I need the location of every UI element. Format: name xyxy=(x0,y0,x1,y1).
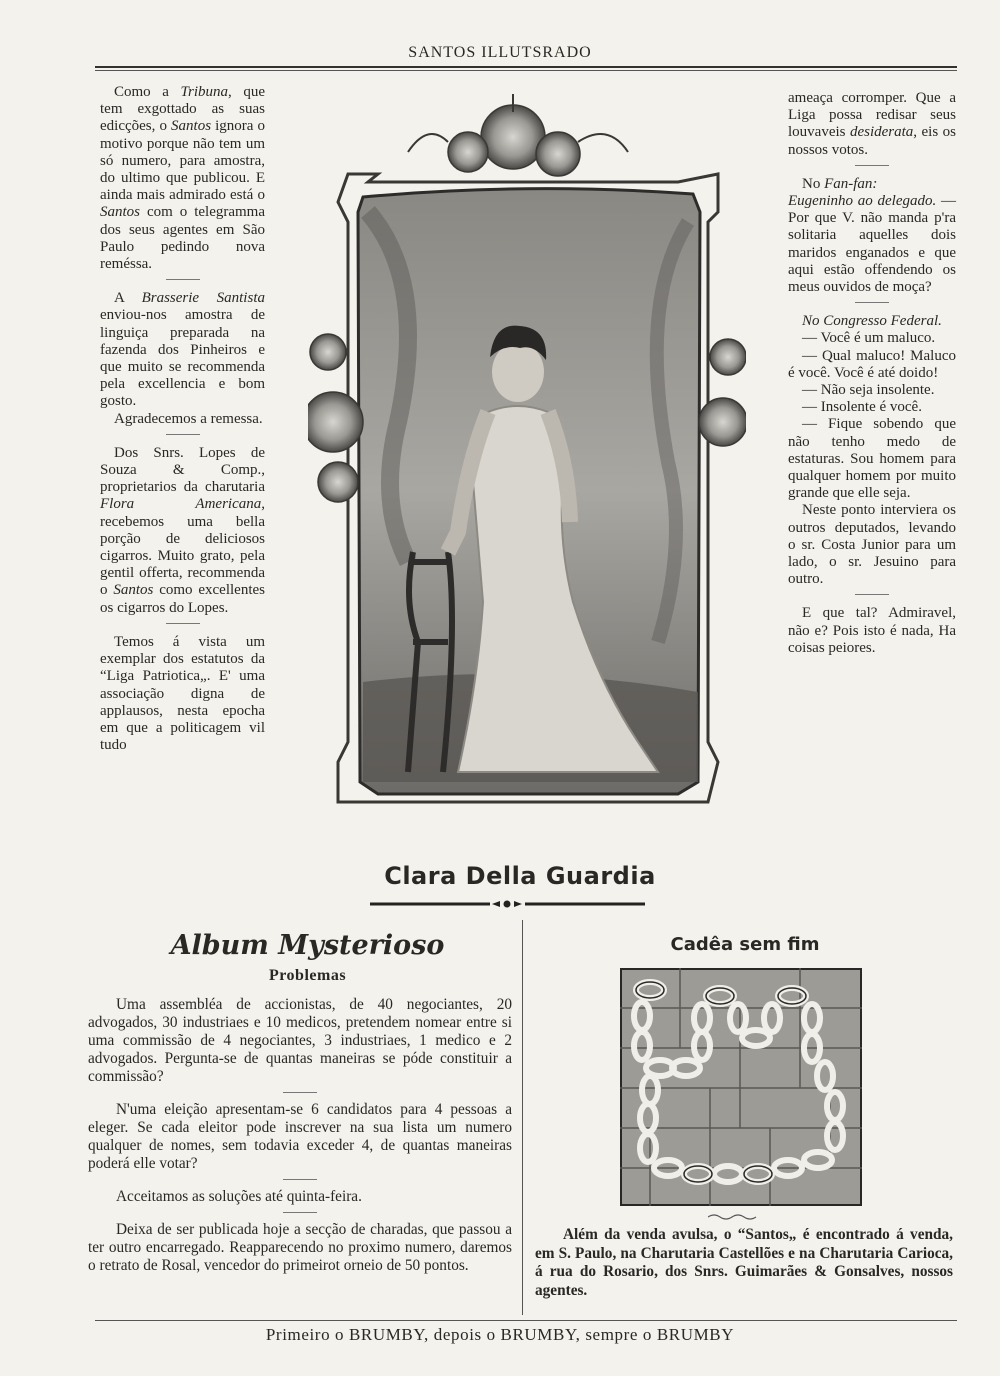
separator xyxy=(283,1092,317,1093)
left-paragraph-brasserie: A Brasserie Santista enviou-nos amostra de linguiça preparada na fazenda dos Pinheiros e que muito se recommenda pela excellencia e bom gosto. xyxy=(100,290,265,410)
header-rule xyxy=(95,66,957,68)
page-header: SANTOS ILLUTSRADO xyxy=(408,44,592,61)
caption-ornament xyxy=(370,900,645,908)
left-column xyxy=(100,84,265,754)
column-divider xyxy=(522,920,523,1315)
solutions-note: Acceitamos as soluções até quinta-feira. xyxy=(116,1188,362,1205)
footer-rule xyxy=(95,1320,957,1321)
separator xyxy=(855,594,889,595)
album-title: Album Mysterioso xyxy=(170,930,445,961)
separator xyxy=(166,434,200,435)
chain-puzzle-image xyxy=(620,968,862,1206)
right-column xyxy=(788,90,956,657)
left-paragraph-liga: Temos á vista um exemplar dos estatutos da “Liga Patriotica„. E' uma associação digna de applausos, nesta epocha em que a politicagem vil tudo xyxy=(100,633,265,754)
problem-2: N'uma eleição apresentam-se 6 candidatos para 4 pessoas a eleger. Se cada eleitor pode inscrever na sua lista um numero qualquer de nomes, sem todavia exceder 4, de quantas maneiras poderá elle votar? xyxy=(88,1101,512,1172)
separator xyxy=(855,302,889,303)
separator xyxy=(283,1179,317,1180)
right-paragraph-congresso: No Congresso Federal. xyxy=(802,313,942,330)
dialog-line: — Insolente é você. xyxy=(802,399,922,416)
right-paragraph-fanfan: No Fan-fan: Eugeninho ao delegado. — Por que V. não manda p'ra solitaria aquelles dois maridos enganados e que aqui estão offendendo os meus ouvidos de moça? xyxy=(788,175,956,296)
right-paragraph-closing: E que tal? Admiravel, não e? Pois isto é nada, Ha coisas peiores. xyxy=(788,605,956,656)
problem-1: Uma assembléa de accionistas, de 40 negociantes, 20 advogados, 30 industriaes e 10 medicos, pretendem nomear entre si uma commissão de 4 negociantes, 3 industriaes, 1 medico e 2 advogados. Pergunta-se de quantas maneiras se póde constituir a commissão? xyxy=(88,996,512,1085)
sales-note xyxy=(535,1226,953,1300)
separator xyxy=(166,279,200,280)
charadas-note: Deixa de ser publicada hoje a secção de charadas, que passou a ter outro encarregado. Reapparecendo no proximo numero, daremos o retrato de Rosal, vencedor do primeirot orneio de 50 pontos. xyxy=(88,1221,512,1274)
left-paragraph-agradecemos: Agradecemos a remessa. xyxy=(114,410,263,427)
photo-caption: Clara Della Guardia xyxy=(384,862,656,890)
footer-slogan: Primeiro o BRUMBY, depois o BRUMBY, sempre o BRUMBY xyxy=(265,1325,735,1344)
dialog-line: — Fique sobendo que não tenho medo de estaturas. Sou homem para qualquer homem por muito grande que elle seja. xyxy=(788,416,956,502)
separator xyxy=(855,165,889,166)
portrait-photo xyxy=(308,82,746,842)
dialog-line: — Não seja insolente. xyxy=(802,382,935,399)
sales-note-text: Além da venda avulsa, o “Santos„ é encontrado á venda, em S. Paulo, na Charutaria Castellões e na Charutaria Carioca, á rua do Rosario, dos Snrs. Guimarães & Gonsalves, nossos agentes. xyxy=(535,1226,953,1299)
left-paragraph-tribuna: Como a Tribuna, que tem exgottado as suas edicções, o Santos ignora o motivo porque não tem um só numero, para amostra, do ultimo que publicou. E ainda mais admirado está o Santos com o telegramma dos seus agentes em São Paulo pedindo nova reméssa. xyxy=(100,84,265,273)
album-body xyxy=(88,996,512,1275)
separator xyxy=(283,1212,317,1213)
separator xyxy=(166,623,200,624)
dialog-line: — Você é um maluco. xyxy=(802,330,936,347)
dialog-line: Neste ponto interviera os outros deputados, levando o sr. Costa Junior para um lado, o sr. Jesuino para outro. xyxy=(788,502,956,588)
right-paragraph-liga: ameaça corromper. Que a Liga possa redisar seus louvaveis desiderata, eis os nossos votos. xyxy=(788,90,956,158)
cadea-title: Cadêa sem fim xyxy=(670,934,820,955)
dialog-line: — Qual maluco! Maluco é você. Você é até doido! xyxy=(788,347,956,381)
album-subtitle: Problemas xyxy=(268,967,347,984)
wavy-ornament xyxy=(708,1213,758,1221)
header-rule-thin xyxy=(95,70,957,71)
figure-head xyxy=(492,342,544,402)
left-paragraph-lopes: Dos Snrs. Lopes de Souza & Comp., proprietarios da charutaria Flora Americana, recebemos uma bella porção de deliciosos cigarros. Muito grato, pela gentil offerta, recommenda o Santos como excellentes os cigarros do Lopes. xyxy=(100,444,265,616)
